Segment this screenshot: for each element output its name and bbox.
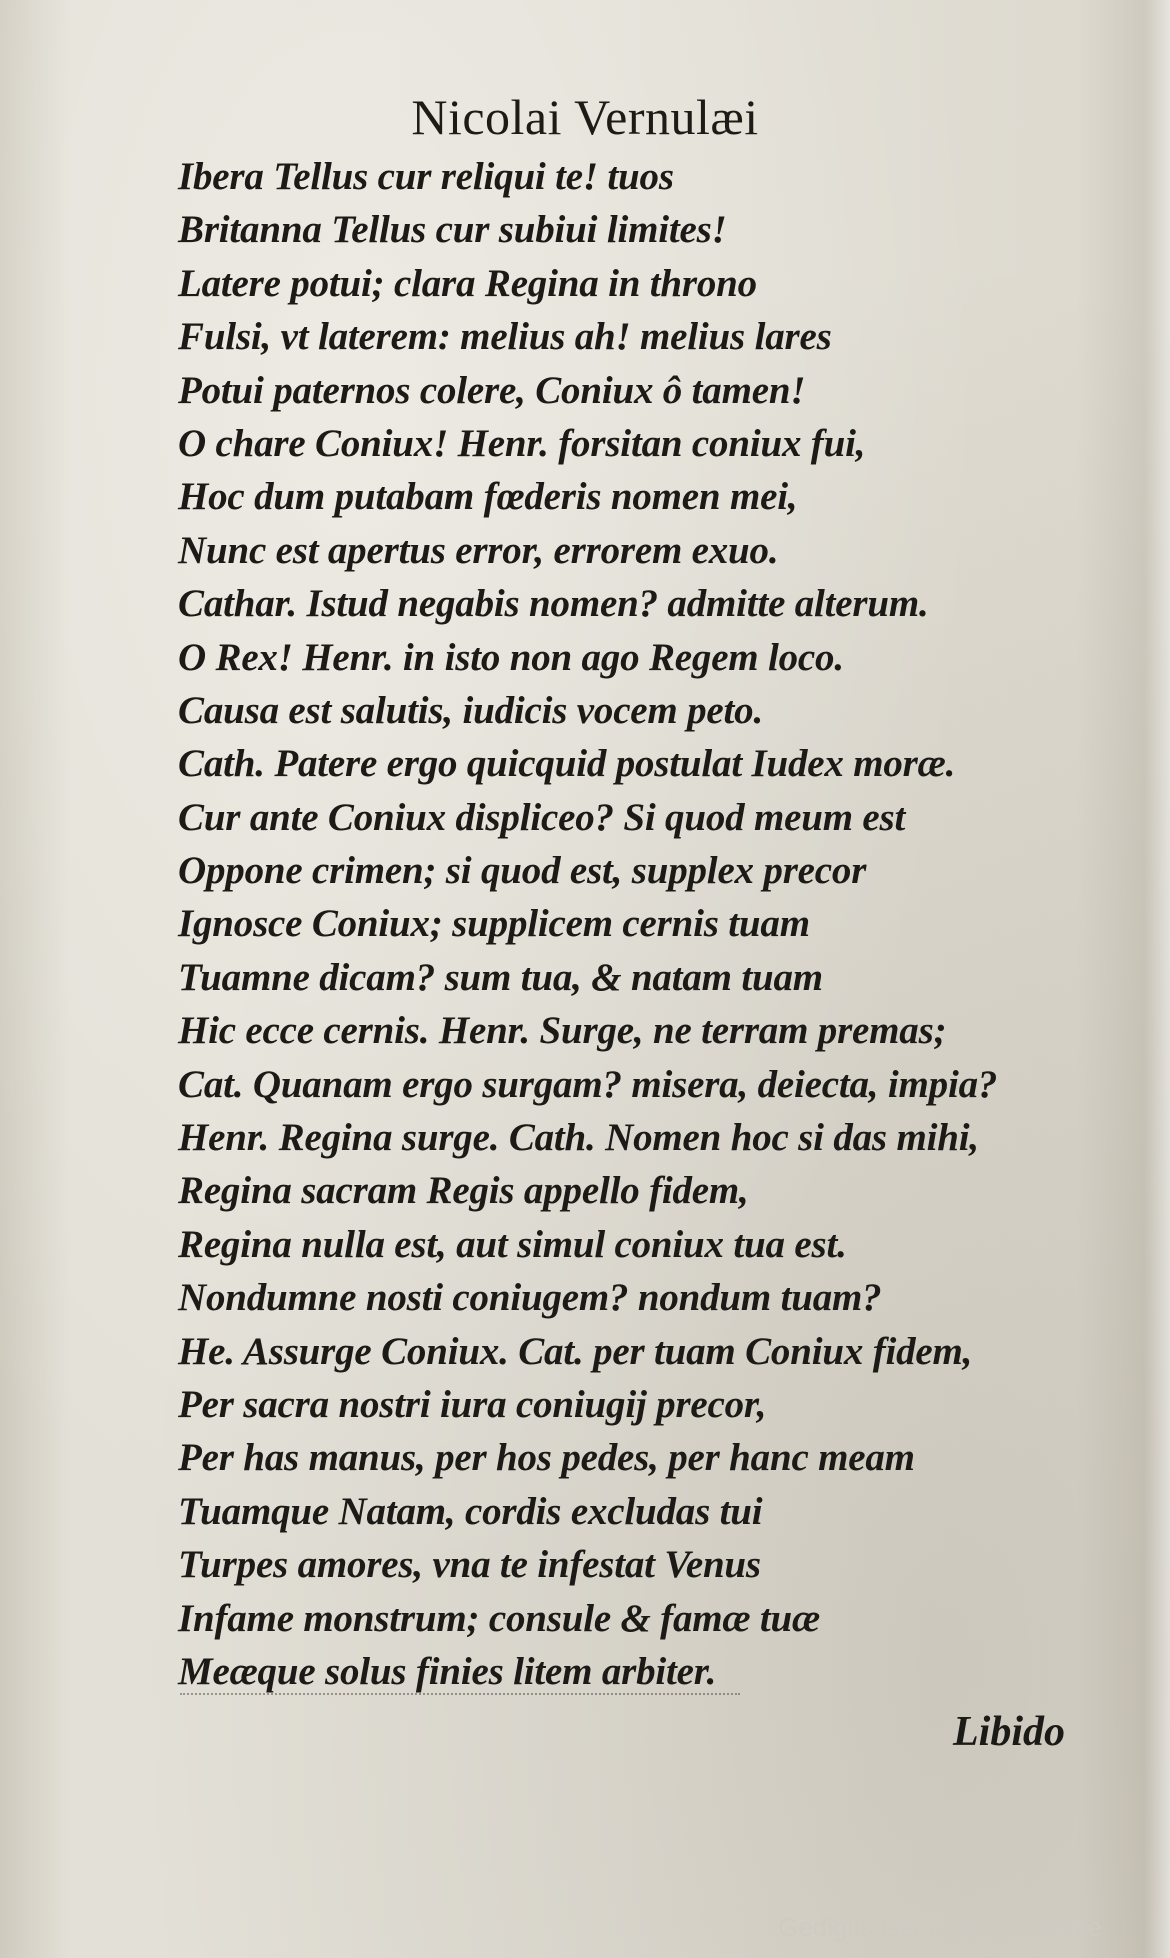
verse-line: Fulsi, vt laterem: melius ah! melius lares [178,315,832,359]
verse-line: Hic ecce cernis. Henr. Surge, ne terram premas; [178,1009,947,1053]
verse-line: Nunc est apertus error, errorem exuo. [178,528,779,572]
verse-line: Britanna Tellus cur subiui limites! [178,208,727,252]
verse-line: Regina sacram Regis appello fidem, [178,1169,749,1213]
verse-line: Cur ante Coniux displiceo? Si quod meum est [178,795,906,839]
verse-line: Per sacra nostri iura coniugij precor, [178,1382,767,1426]
verse-line: Potui paternos colere, Coniux ô tamen! [178,368,806,412]
running-head: Nicolai Vernulæi [411,89,759,145]
verse-line: Cat. Quanam ergo surgam? misera, deiecta, impia? [178,1062,998,1106]
verse-line: Cath. Patere ergo quicquid postulat Iudex moræ. [178,742,956,786]
verse-line: Ibera Tellus cur reliqui te! tuos [178,155,674,198]
verse-line: Causa est salutis, iudicis vocem peto. [178,688,763,732]
verse-line: Tuamne dicam? sum tua, & natam tuam [178,955,823,999]
verse-line: Turpes amores, vna te infestat Venus [178,1543,761,1587]
verse-line: Hoc dum putabam fœderis nomen mei, [178,475,798,519]
verse-line: O Rex! Henr. in isto non ago Regem loco. [178,635,844,679]
verse-line: Oppone crimen; si quod est, supplex precor [178,849,867,893]
verse-line: Henr. Regina surge. Cath. Nomen hoc si das mihi, [178,1116,979,1160]
digitization-watermark: Gedigitaliseerd door Google [778,1912,1102,1942]
verse-line: Regina nulla est, aut simul coniux tua est. [178,1222,847,1266]
verse-line: Ignosce Coniux; supplicem cernis tuam [178,902,810,946]
verse-line: Nondumne nosti coniugem? nondum tuam? [178,1276,882,1320]
verse-line: Meæque solus finies litem arbiter. [178,1649,717,1693]
catchword: Libido [953,1709,1065,1755]
verse-line: Cathar. Istud negabis nomen? admitte alterum. [178,582,929,626]
verse-line: Infame monstrum; consule & famæ tuæ [178,1596,821,1640]
bleed-through-rule [180,1693,740,1695]
verse-line: Latere potui; clara Regina in throno [178,261,757,305]
verse-list [178,150,1108,1698]
verse-line: Tuamque Natam, cordis excludas tui [178,1489,763,1533]
verse-line: O chare Coniux! Henr. forsitan coniux fui, [178,421,866,465]
verse-line: Per has manus, per hos pedes, per hanc meam [178,1436,915,1480]
verse-line: He. Assurge Coniux. Cat. per tuam Coniux fidem, [178,1329,973,1373]
